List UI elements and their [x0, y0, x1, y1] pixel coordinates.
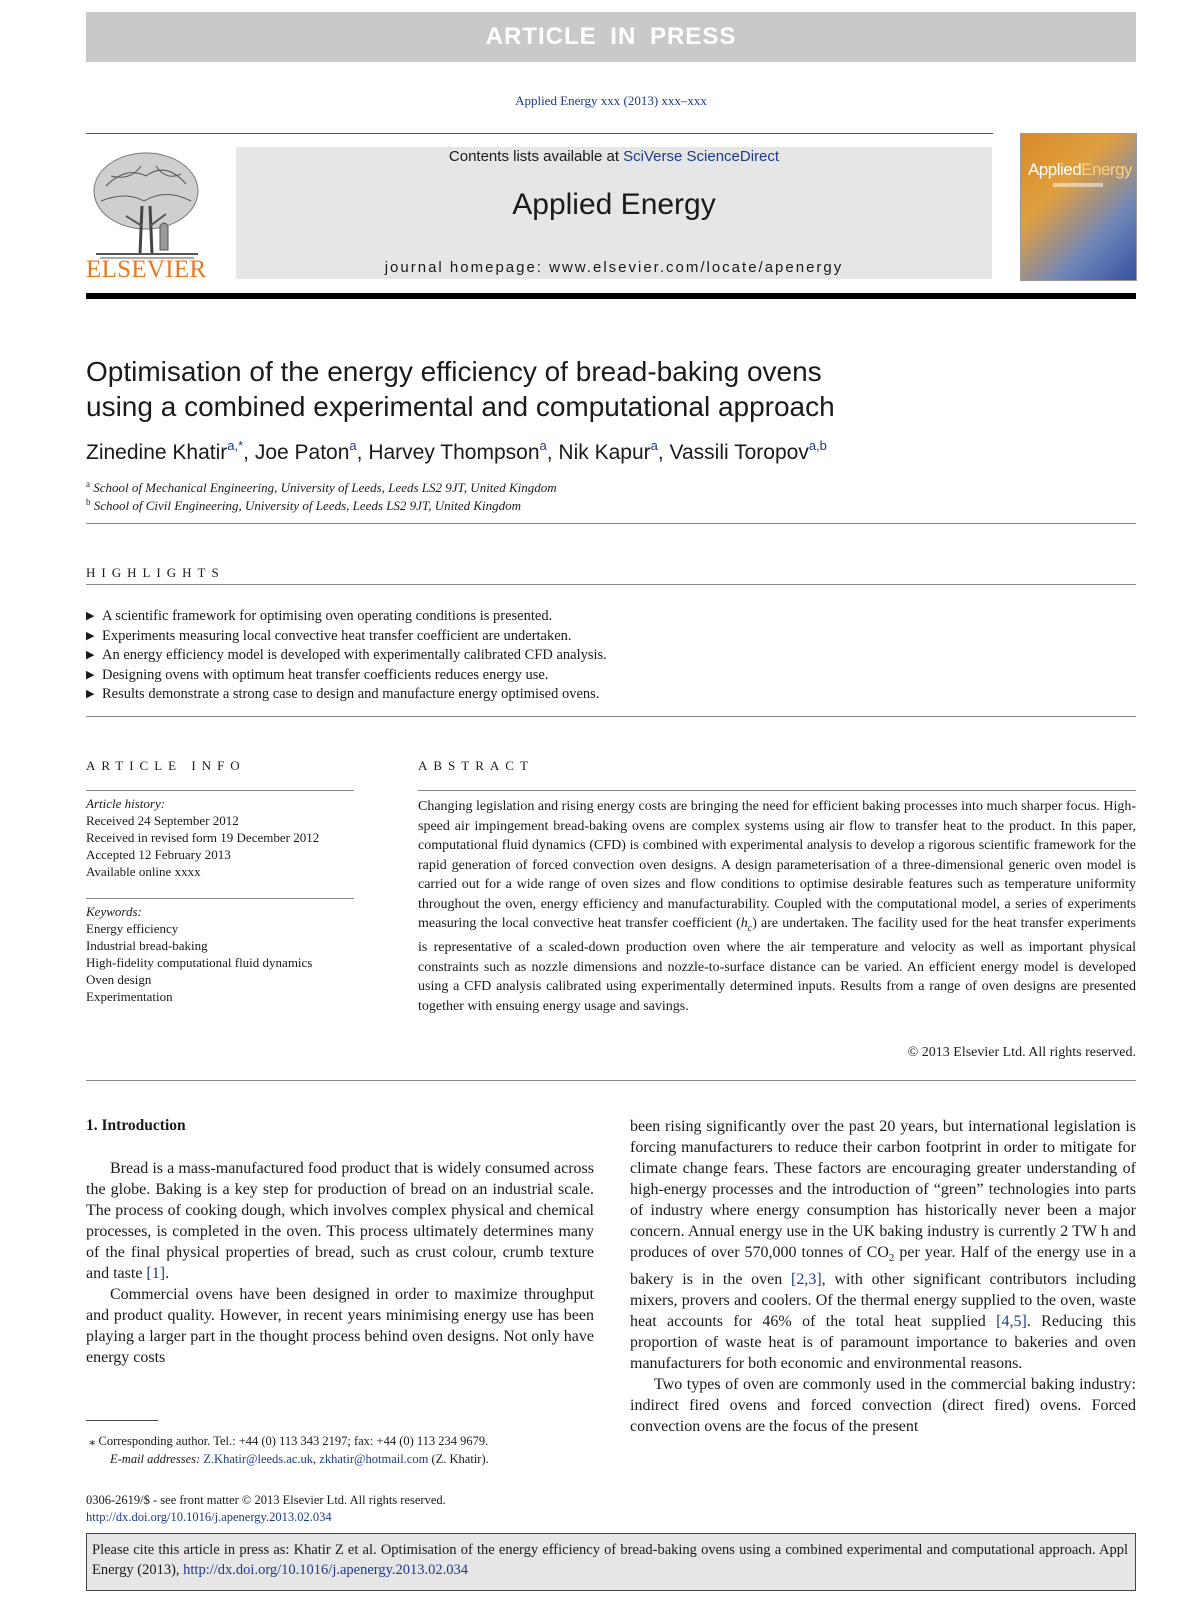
divider [86, 790, 354, 791]
footnote-corresponding [86, 1432, 606, 1450]
author-affiliation-mark[interactable]: a [650, 438, 658, 453]
footnote [86, 1432, 606, 1468]
history-entry: Accepted 12 February 2013 [86, 847, 231, 862]
citation-text [92, 1540, 1128, 1580]
bullet-triangle-icon: ▶ [86, 649, 95, 661]
affiliation [86, 479, 1136, 496]
affiliation-mark: b [86, 497, 91, 507]
reference-link[interactable]: [2,3] [791, 1271, 822, 1289]
footnote-star: ⁎ [89, 1434, 96, 1448]
highlight-text: Designing ovens with optimum heat transfer coefficients reduces energy use. [102, 666, 549, 683]
highlight-text: Results demonstrate a strong case to design and manufacture energy optimised ovens. [102, 686, 600, 702]
bullet-triangle-icon: ▶ [86, 610, 95, 622]
paragraph: Commercial ovens have been designed in order to maximize throughput and product quality. However, in recent years minimising energy use has been playing a larger part in the thought process behind oven designs. Not only have energy costs [86, 1286, 594, 1366]
author-separator: , [657, 441, 670, 464]
keyword: Experimentation [86, 989, 173, 1004]
journal-cover-image [1021, 134, 1136, 280]
highlight-text: A scientific framework for optimising oven operating conditions is presented. [102, 608, 553, 624]
abstract-heading: ABSTRACT [418, 758, 534, 773]
copyright-notice: © 2013 Elsevier Ltd. All rights reserved. [907, 1045, 1136, 1060]
author-separator: , [356, 441, 369, 464]
corresponding-author: Corresponding author. Tel.: +44 (0) 113 343 2197; fax: +44 (0) 113 234 9679. [98, 1434, 489, 1448]
highlight-text: An energy efficiency model is developed with experimentally calibrated CFD analysis. [102, 647, 607, 663]
issn-line: 0306-2619/$ - see front matter © 2013 Elsevier Ltd. All rights reserved. [86, 1493, 446, 1507]
article-history [86, 795, 366, 880]
divider [86, 1080, 1136, 1081]
divider [86, 898, 354, 899]
contents-prefix: Contents lists available at [448, 148, 624, 165]
bullet-triangle-icon: ▶ [86, 668, 95, 681]
author-list [86, 438, 1136, 465]
cover-title [1024, 160, 1136, 180]
header-thick-rule [86, 293, 1136, 299]
title-line-1: Optimisation of the energy efficiency of bread-baking ovens [86, 356, 822, 387]
cover-title-a: Applied [1027, 160, 1082, 179]
author-name[interactable]: Harvey Thompson [368, 441, 540, 464]
email-suffix: (Z. Khatir). [428, 1452, 489, 1466]
affiliation-text: School of Mechanical Engineering, University of Leeds, Leeds LS2 9JT, United Kingdom [93, 480, 557, 495]
keyword: High-fidelity computational fluid dynamics [86, 955, 313, 970]
highlight-text: Experiments measuring local convective heat transfer coefficient are undertaken. [102, 627, 572, 644]
paragraph [630, 1116, 1136, 1374]
text: . [165, 1265, 170, 1282]
text: Bread is a mass-manufactured food product that is widely consumed across the globe. Baking is a key step for production of bread on an industrial scale. The process of cooking dough, which involves complex physical and chemical processes, is completed in the oven. This process ultimately determines many of the final physical properties of bread, such as crust colour, crumb texture and taste [86, 1160, 594, 1282]
divider [86, 584, 1136, 585]
author-affiliation-mark[interactable]: a,b [808, 438, 827, 453]
paragraph: Two types of oven are commonly used in the commercial baking industry: indirect fired ovens and forced convection (direct fired) ovens. Forced convection ovens are the focus of the present [630, 1376, 1136, 1436]
journal-title: Applied Energy [512, 188, 716, 221]
email-label: E-mail addresses: [110, 1452, 201, 1466]
divider [86, 716, 1136, 717]
cover-decoration [1053, 183, 1103, 187]
article-info-heading: ARTICLE INFO [86, 758, 246, 773]
title-line-2: using a combined experimental and computational approach [86, 391, 835, 422]
author-name[interactable]: Nik Kapur [558, 441, 651, 464]
footnote-emails [86, 1450, 606, 1468]
text: . Reducing this proportion of waste heat is of paramount importance to bakeries and oven manufacturers for both economic and environmental reasons. [630, 1313, 1136, 1373]
reference-link[interactable]: [1] [146, 1265, 166, 1282]
elsevier-logo-text: ELSEVIER [86, 256, 207, 283]
divider [86, 523, 1136, 524]
symbol-h: h [740, 916, 748, 931]
keyword: Industrial bread-baking [86, 938, 208, 953]
banner-text: ARTICLE IN PRESS [485, 23, 737, 50]
text: been rising significantly over the past 20 years, but international legislation is forcing manufacturers to reduce their carbon footprint in order to mitigate for climate change fears. These factors are encouraging greater understanding of high-energy processes and the introduction of “green” technologies into parts of industry where energy consumption has historically never been a major concern. Annual energy use in the UK baking industry is currently 2 TW h and produces of over 570,000 tonnes of CO [630, 1118, 1136, 1261]
highlight-item [86, 685, 1136, 705]
author-affiliation-mark[interactable]: a [349, 438, 357, 453]
affiliation-mark: a [86, 479, 90, 489]
keyword: Oven design [86, 972, 152, 987]
abstract-part: ) are undertaken. The facility used for the heat transfer experiments is representative of a scaled-down production oven where the air temperature and velocity as well as important physical constraints such as nozzle dimensions and nozzle-to-surface distance can be varied. An efficient energy model is developed using a CFD analysis calibrated using experimentally determined inputs. Results from a range of oven designs are presented together with ensuing energy usage and savings. [418, 916, 1137, 1014]
keywords [86, 903, 366, 1005]
author-separator: , [546, 441, 559, 464]
journal-reference-link[interactable]: Applied Energy xxx (2013) xxx–xxx [515, 93, 707, 108]
body-column-left [86, 1158, 594, 1368]
section-heading-introduction: 1. Introduction [86, 1117, 186, 1134]
highlights-heading: HIGHLIGHTS [86, 565, 225, 580]
citation-doi-link[interactable]: http://dx.doi.org/10.1016/j.apenergy.2013.02.034 [183, 1562, 469, 1578]
abstract-text [418, 797, 1136, 1016]
cover-title-b: Energy [1081, 160, 1133, 179]
divider [418, 790, 1136, 791]
doi-link[interactable]: http://dx.doi.org/10.1016/j.apenergy.2013.02.034 [86, 1510, 332, 1524]
affiliation [86, 497, 1136, 514]
author-name[interactable]: Joe Paton [254, 441, 350, 464]
text: per year. Half of the energy use in a bakery is in the oven [630, 1244, 1137, 1289]
highlight-item [86, 607, 1136, 627]
affiliation-text: School of Civil Engineering, University of Leeds, Leeds LS2 9JT, United Kingdom [93, 498, 522, 513]
text: , with other significant contributors including mixers, provers and coolers. Of the thermal energy supplied to the oven, waste heat accounts for 46% of the total heat supplied [630, 1271, 1136, 1331]
footnote-rule [86, 1420, 158, 1421]
body-column-right [630, 1116, 1136, 1437]
history-entry: Received 24 September 2012 [86, 813, 239, 828]
author-name[interactable]: Zinedine Khatir [86, 441, 228, 464]
keywords-label: Keywords: [86, 904, 142, 919]
email-separator: , [313, 1452, 320, 1466]
highlights-list [86, 607, 1136, 705]
author-separator: , [243, 441, 255, 464]
citation-body: Please cite this article in press as: Khatir Z et al. Optimisation of the energy efficiency of bread-baking ovens using a combined experimental and computational approach. Appl Energy (2013), [92, 1542, 1128, 1578]
email-link[interactable]: zkhatir@hotmail.com [319, 1452, 429, 1466]
header-divider [86, 133, 993, 134]
author-affiliation-mark[interactable]: a,* [227, 438, 244, 453]
front-matter [86, 1492, 786, 1526]
bullet-triangle-icon: ▶ [86, 688, 95, 700]
paragraph [86, 1158, 594, 1284]
article-title [86, 354, 1086, 424]
symbol-subscript: c [747, 922, 753, 934]
article-in-press-banner [86, 12, 1136, 62]
history-label: Article history: [86, 796, 166, 811]
history-entry: Available online xxxx [86, 864, 201, 879]
journal-homepage-link[interactable]: journal homepage: www.elsevier.com/locate/apenergy [384, 259, 844, 276]
reference-link[interactable]: [4,5] [996, 1313, 1027, 1331]
highlight-item [86, 646, 1136, 666]
highlight-item [86, 666, 1136, 686]
author-affiliation-mark[interactable]: a [539, 438, 547, 453]
email-link[interactable]: Z.Khatir@leeds.ac.uk [203, 1452, 314, 1466]
abstract-part: Changing legislation and rising energy costs are bringing the need for efficient baking processes into much sharper focus. High-speed air impingement bread-baking ovens are complex systems using air flow to transfer heat to the product. In this paper, computational fluid dynamics (CFD) is combined with experimental analysis to develop a rigorous scientific framework for the rapid generation of forced convection oven designs. A design parameterisation of a three-dimensional generic oven model is carried out for a wide range of oven sizes and flow conditions to optimise desirable features such as temperature uniformity throughout the oven, energy efficiency and manufacturability. Coupled with the computational model, a series of experiments measuring the local convective heat transfer coefficient ( [418, 799, 1136, 931]
keyword: Energy efficiency [86, 921, 179, 936]
author-name[interactable]: Vassili Toropov [669, 441, 809, 464]
bullet-triangle-icon: ▶ [86, 629, 95, 642]
history-entry: Received in revised form 19 December 2012 [86, 830, 320, 845]
subscript: 2 [888, 1252, 895, 1265]
sciencedirect-link[interactable]: SciVerse ScienceDirect [623, 148, 780, 165]
highlight-item [86, 627, 1136, 647]
contents-availability [236, 148, 992, 165]
